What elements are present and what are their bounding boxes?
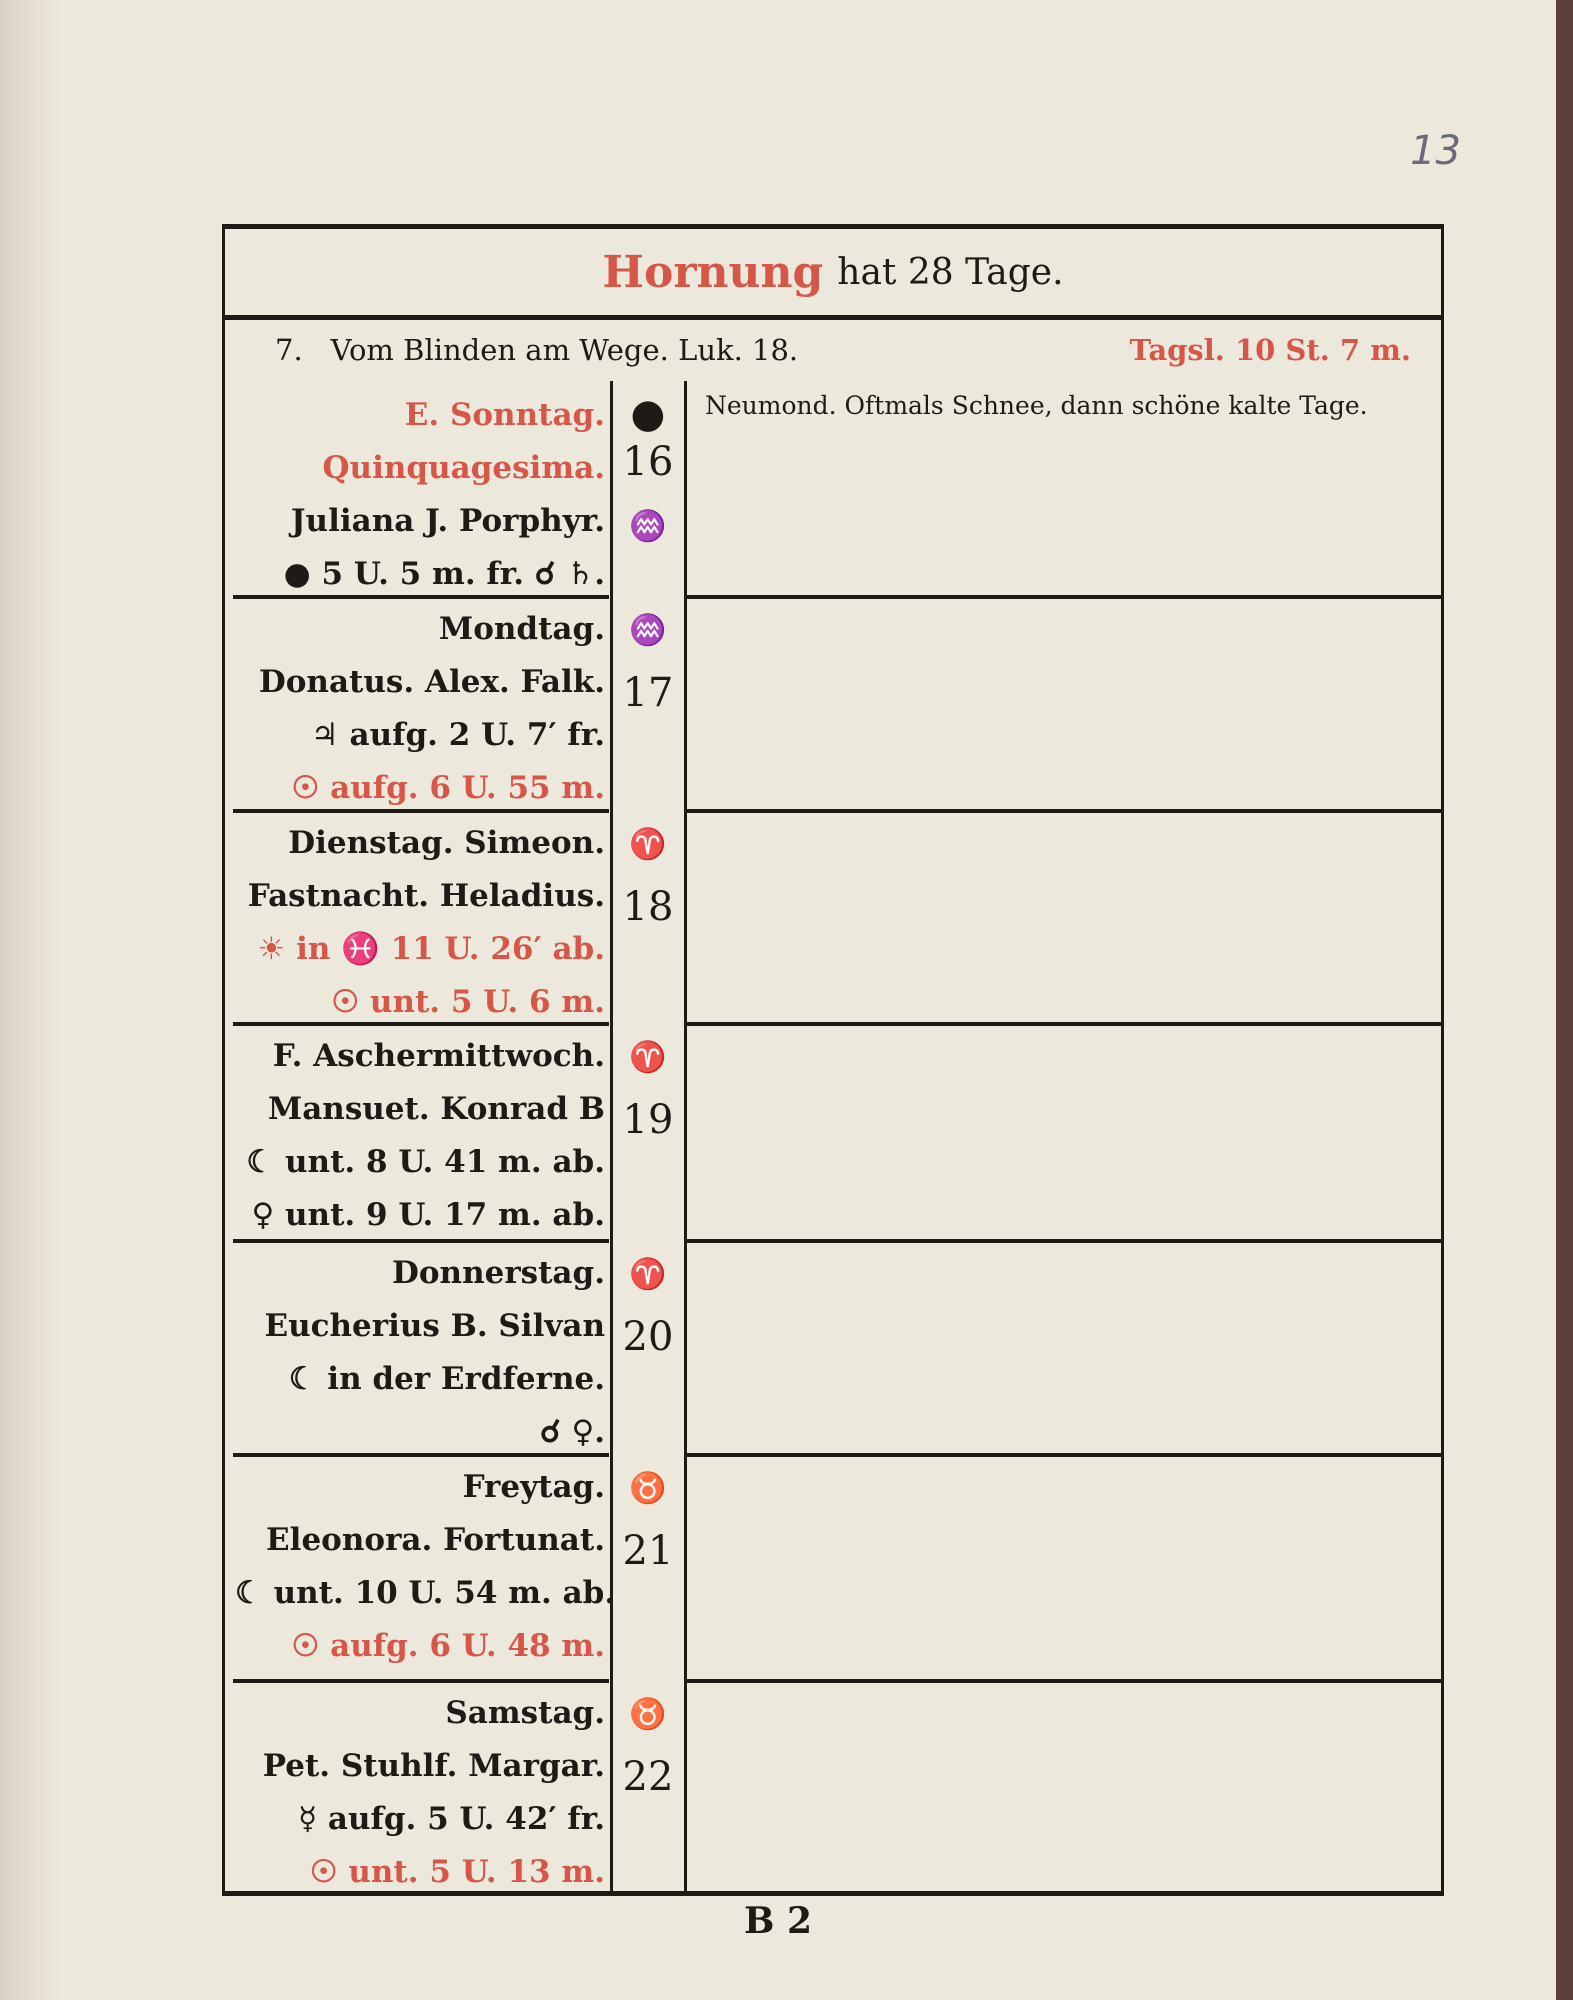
row-rule	[233, 809, 609, 813]
day-line: Eleonora. Fortunat.	[266, 1522, 605, 1558]
date-number: 17	[622, 670, 674, 716]
date-number: 18	[622, 884, 674, 930]
row-rule	[687, 1453, 1441, 1457]
row-rule	[233, 1679, 609, 1683]
row-rule	[687, 809, 1441, 813]
moon-phase-symbol: ●	[630, 391, 666, 437]
day-line: ☾ unt. 8 U. 41 m. ab.	[246, 1144, 605, 1180]
day-entry	[235, 1030, 605, 1242]
day-line: Juliana J. Porphyr.	[290, 503, 605, 539]
day-line: ☉ aufg. 6 U. 55 m.	[291, 770, 605, 806]
day-line: E. Sonntag.	[404, 397, 605, 433]
zodiac-sign-icon: ♈	[629, 827, 667, 862]
zodiac-sign-icon: ♉	[629, 1697, 667, 1732]
day-line: ☾ in der Erdferne.	[288, 1361, 605, 1397]
month-name: Hornung	[602, 246, 824, 298]
day-row	[225, 1239, 1441, 1453]
zodiac-sign-icon: ♈	[629, 1040, 667, 1075]
week-number: 7.	[275, 333, 303, 367]
day-line: ☾ unt. 10 U. 54 m. ab.	[235, 1575, 616, 1611]
gospel-reading: Vom Blinden am Wege. Luk. 18.	[330, 333, 799, 367]
date-number: 16	[622, 439, 674, 485]
weather-note: Neumond. Oftmals Schnee, dann schöne kalte Tage.	[705, 391, 1368, 420]
date-number: 21	[622, 1528, 674, 1574]
day-line: Donatus. Alex. Falk.	[258, 664, 605, 700]
zodiac-sign-icon: ♒	[629, 613, 667, 648]
row-rule	[233, 1239, 609, 1243]
calendar-frame	[222, 224, 1444, 1896]
month-title	[225, 229, 1441, 320]
month-days: hat 28 Tage.	[837, 251, 1064, 293]
zodiac-sign-icon: ♒	[629, 509, 667, 544]
day-entry	[235, 1461, 616, 1673]
day-line: F. Aschermittwoch.	[272, 1038, 605, 1074]
day-row	[225, 1453, 1441, 1679]
page-number: 13	[1410, 128, 1461, 174]
day-line: ☉ unt. 5 U. 13 m.	[309, 1854, 605, 1890]
day-line: ● 5 U. 5 m. fr. ☌ ♄.	[283, 556, 605, 592]
day-line: Mondtag.	[438, 611, 605, 647]
day-entry	[235, 389, 605, 601]
day-entry	[235, 603, 605, 815]
week-heading	[225, 319, 1441, 381]
day-line: ☉ unt. 5 U. 6 m.	[331, 984, 605, 1020]
day-row	[225, 381, 1441, 595]
day-line: Fastnacht. Heladius.	[247, 878, 605, 914]
zodiac-sign-icon: ♈	[629, 1257, 667, 1292]
day-line: Quinquagesima.	[322, 450, 605, 486]
day-line: ☌ ♀.	[539, 1414, 605, 1450]
page-gutter	[0, 0, 60, 2000]
row-rule	[687, 1239, 1441, 1243]
day-line: ♃ aufg. 2 U. 7′ fr.	[310, 717, 605, 753]
day-row	[225, 1679, 1441, 1895]
row-rule	[233, 595, 609, 599]
row-rule	[233, 1453, 609, 1457]
day-line: ☉ aufg. 6 U. 48 m.	[291, 1628, 605, 1664]
signature-mark: B 2	[743, 1900, 812, 1942]
day-line: Pet. Stuhlf. Margar.	[262, 1748, 605, 1784]
day-line: Freytag.	[462, 1469, 605, 1505]
day-row	[225, 809, 1441, 1022]
day-entry	[235, 817, 605, 1029]
date-number: 22	[622, 1754, 674, 1800]
day-line: ☀ in ♓ 11 U. 26′ ab.	[257, 931, 605, 967]
day-line: ♀ unt. 9 U. 17 m. ab.	[251, 1197, 605, 1233]
day-line: Eucherius B. Silvan	[264, 1308, 605, 1344]
day-line: Dienstag. Simeon.	[288, 825, 605, 861]
date-number: 20	[622, 1314, 674, 1360]
zodiac-sign-icon: ♉	[629, 1471, 667, 1506]
day-entry	[235, 1247, 605, 1459]
date-number: 19	[622, 1097, 674, 1143]
row-rule	[233, 1022, 609, 1026]
row-rule	[687, 1022, 1441, 1026]
row-rule	[687, 595, 1441, 599]
day-entry	[235, 1687, 605, 1899]
day-line: Donnerstag.	[391, 1255, 605, 1291]
row-rule	[687, 1679, 1441, 1683]
day-line: Samstag.	[445, 1695, 605, 1731]
day-line: Mansuet. Konrad B	[267, 1091, 605, 1127]
day-row	[225, 595, 1441, 809]
day-length: Tagsl. 10 St. 7 m.	[1129, 333, 1411, 367]
day-row	[225, 1022, 1441, 1239]
day-line: ☿ aufg. 5 U. 42′ fr.	[298, 1801, 605, 1837]
